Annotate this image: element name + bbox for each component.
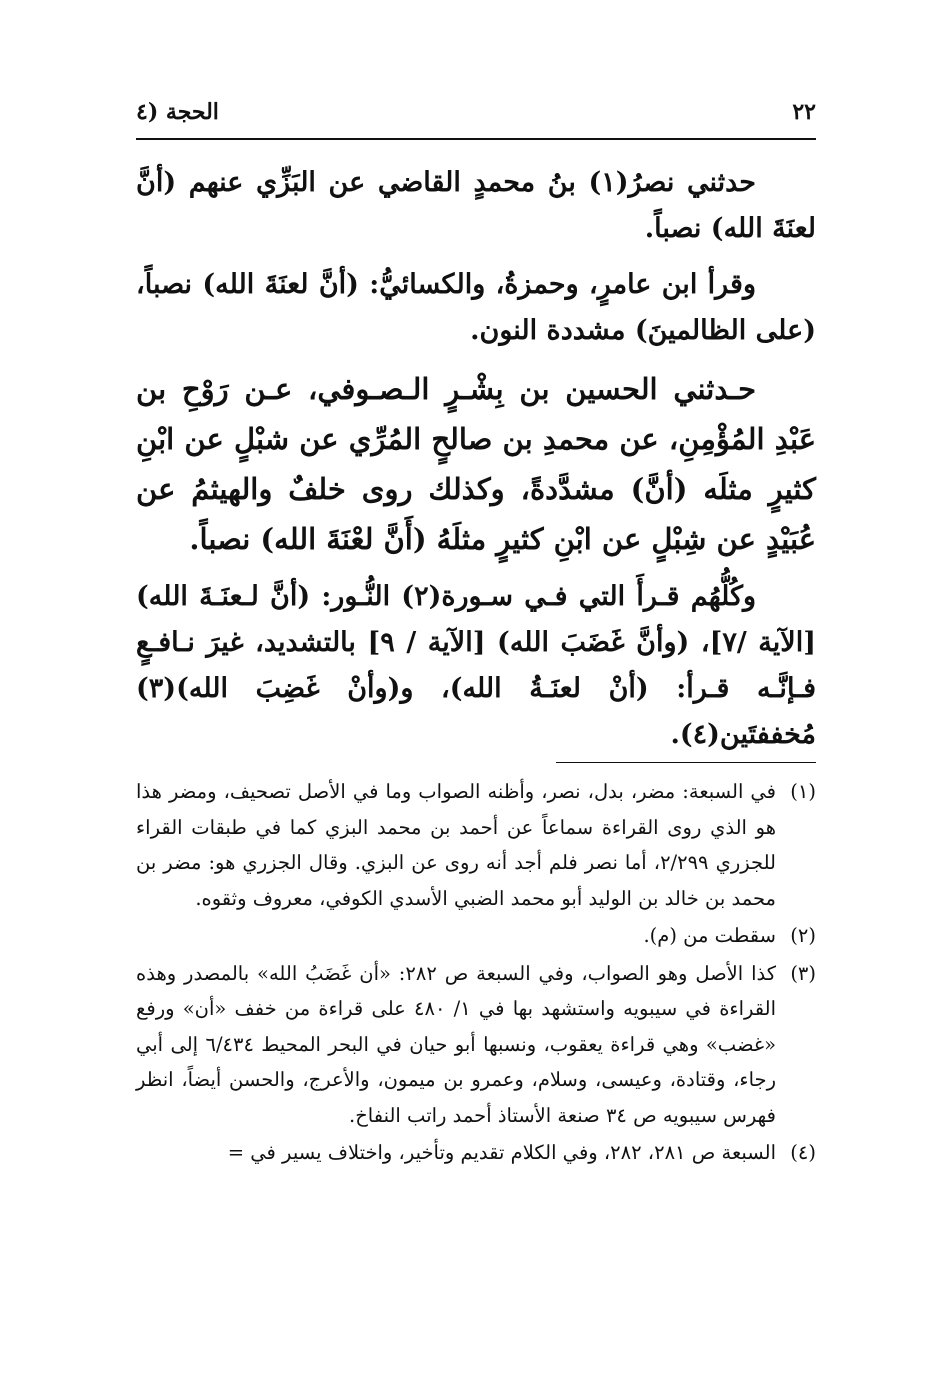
footnote [100, 1135, 816, 1171]
footnote-text: سقطت من (م). [643, 924, 776, 947]
footnote-text: السبعة ص ٢٨١، ٢٨٢، وفي الكلام تقديم وتأخير، واختلاف يسير في = [227, 1141, 776, 1164]
footnote-number: (٢) [790, 924, 816, 947]
footnote-divider [556, 762, 816, 763]
page-number: ٢٢ [792, 99, 816, 125]
footnote [136, 774, 816, 916]
footnote-text: كذا الأصل وهو الصواب، وفي السبعة ص ٢٨٢: «أن غَضَبُ الله» بالمصدر وهذه القراءة في سيبويه واستشهد بها في ١/ ٤٨٠ على قراءة من خفف «أن» ورفع «غضب» وهي قراءة يعقوب، ونسبها أبو حيان في البحر المحيط ٦/٤٣٤ إلى أبي رجاء، وقتادة، وعيسى، وسلام، وعمرو بن ميمون، والأعرج، والحسن أيضاً، انظر فهرس سيبويه ص ٣٤ صنعة الأستاذ أحمد راتب النفاخ. [136, 961, 777, 1127]
header-divider [136, 138, 816, 140]
running-title: الحجة (٤ [136, 99, 219, 125]
paragraph: حـدثني الحسين بن بِشْـرٍ الـصـوفي، عـن رَوْحِ بن عَبْدِ المُؤْمِنِ، عن محمدِ بن صالحٍ المُرِّي عن شبْلٍ عن ابْنِ كثيرٍ مثلَه (أنَّ) مشدَّدةً، وكذلك روى خلفٌ والهيثمُ عن عُبَيْدٍ عن شِبْلٍ عن ابْنِ كثيرٍ مثلَهُ (أَنَّ لعْنَةَ الله) نصباً. [136, 372, 816, 556]
footnote-number: (٣) [790, 961, 817, 985]
footnote [136, 956, 816, 1134]
footnote [136, 918, 816, 954]
paragraph: وكُلُّهُم قـرأَ التي فـي سـورة(٢) النُّـور: (أنَّ لـعنَـةَ الله) [الآية /٧]، (وأنَّ غَضَبَ الله) [الآية / ٩] بالتشديد، غيرَ نـافـعٍ فـإنَّـه قـرأ: (أنْ لعنَـةُ الله)، و(وأنْ غَضِبَ الله)(٣) مُخففتَين(٤). [136, 581, 816, 750]
footnote-number: (٤) [790, 1141, 816, 1164]
footnotes [136, 774, 816, 1173]
footnote-number: (١) [790, 780, 816, 803]
page-header [136, 92, 816, 132]
paragraph: حدثني نصرُ(١) بنُ محمدٍ القاضي عن البَزِّي عنهم (أنَّ لعنَةَ الله) نصباً. [136, 167, 816, 244]
main-text [136, 160, 816, 768]
paragraph: وقرأ ابن عامرٍ، وحمزةُ، والكسائيُّ: (أنَّ لعنَةَ الله) نصباً، (على الظالمينَ) مشددة النون. [136, 269, 816, 346]
footnote-text: في السبعة: مضر، بدل، نصر، وأظنه الصواب وما في الأصل تصحيف، ومضر هذا هو الذي روى القراءة سماعاً عن أحمد بن محمد البزي كما في طبقات القراء للجزري ٢/٢٩٩، أما نصر فلم أجد أنه روى عن البزي. وقال الجزري هو: مضر بن محمد بن خالد بن الوليد أبو محمد الضبي الأسدي الكوفي، معروف وثقوه. [136, 780, 776, 910]
